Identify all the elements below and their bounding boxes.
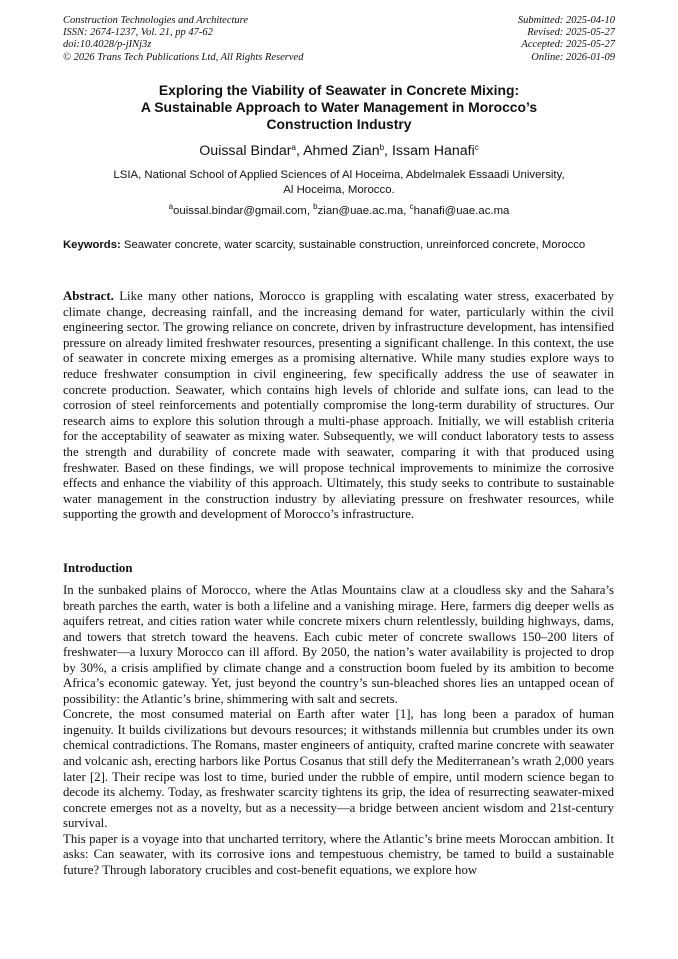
body-paragraph: In the sunbaked plains of Morocco, where the Atlas Mountains claw at a cloudless sky and the Sahara’s breath parches the earth, water is both a lifeline and a vanishing mirage. Here, farmers dig deeper wells as aquifers retreat, and cities ration water while concrete mixers churn relentlessly, building highways, dams, and towers that stretch toward the heavens. Each cubic meter of concrete swallows 150–200 liters of freshwater—a luxury Morocco can ill afford. By 2050, the nation’s water availability is projected to drop by 30%, a crisis amplified by climate change and a construction boom fueled by its ambition to become Africa’s economic gateway. Yet, just beyond the country’s sun-bleached shores lies an untapped ocean of possibility: the Atlantic’s brine, shimmering with salt and secrets. xyxy=(63,583,614,706)
title-line: Exploring the Viability of Seawater in Concrete Mixing: xyxy=(158,82,520,98)
author-emails xyxy=(63,204,615,219)
keywords-label: Keywords: xyxy=(63,239,121,251)
date-revised: Revised: 2025-05-27 xyxy=(527,27,615,39)
title-line: A Sustainable Approach to Water Management in Morocco’s xyxy=(140,99,538,115)
date-accepted: Accepted: 2025-05-27 xyxy=(521,39,615,51)
author-affiliation-mark: c xyxy=(474,143,479,152)
introduction-body xyxy=(63,583,614,878)
abstract-label: Abstract. xyxy=(63,289,114,303)
journal-issn: ISSN: 2674-1237, Vol. 21, pp 47-62 xyxy=(63,27,213,39)
journal-header-left xyxy=(63,15,303,64)
author-name: Ouissal Bindar xyxy=(199,143,292,159)
email-separator: , xyxy=(403,205,410,217)
affiliation-line: LSIA, National School of Applied Sciences of Al Hoceima, Abdelmalek Essaadi University, xyxy=(113,169,565,181)
journal-header-right xyxy=(518,15,615,64)
body-paragraph: Concrete, the most consumed material on Earth after water [1], has long been a paradox of human ingenuity. It builds civilizations but devours resources; it withstands millennia but crumbles under its own chemical contradictions. The Romans, master engineers of antiquity, crafted marine concrete with seawater and volcanic ash, erecting harbors like Portus Cosanus that still defy the Mediterranean’s wrath 2,000 years later [2]. Their recipe was lost to time, buried under the rubble of empire, until modern science began to decode its alchemy. Today, as freshwater scarcity tightens its grip, the idea of resurrecting seawater-mixed concrete emerges not as a novelty, but as a necessity—a bridge between ancient wisdom and 21st-century survival. xyxy=(63,707,614,831)
author-separator: , xyxy=(384,143,392,159)
section-heading-introduction: Introduction xyxy=(63,561,133,575)
email-mark: c xyxy=(409,202,414,211)
author-affiliation-mark: a xyxy=(291,143,296,152)
title-line: Construction Industry xyxy=(266,116,412,132)
email-address[interactable]: zian@uae.ac.ma xyxy=(317,205,404,217)
email-address[interactable]: ouissal.bindar@gmail.com xyxy=(173,205,307,217)
author-affiliation-mark: b xyxy=(379,143,385,152)
author-list xyxy=(63,142,615,160)
abstract xyxy=(63,289,614,523)
abstract-text: Like many other nations, Morocco is grappling with escalating water stress, exacerbated by climate change, decreasing rainfall, and the increasing demand for water, particularly within the civil engineering sector. The growing reliance on concrete, driven by infrastructure development, has intensified pressure on already limited freshwater resources, presenting a significant challenge. In this context, the use of seawater in concrete mixing emerges as a promising alternative. While many studies explore ways to reduce freshwater consumption in civil engineering, few specifically address the use of seawater in concrete production. Seawater, which contains high levels of chloride and sulfate ions, can lead to the corrosion of steel reinforcements and potentially compromise the long-term durability of structures. Our research aims to explore this solution through a multi-phase approach. Initially, we will establish criteria for the acceptability of seawater as mixing water. Subsequently, we will conduct laboratory tests to assess the strength and durability of concrete made with seawater, comparing it with that produced using freshwater. Based on these findings, we will propose technical improvements to minimize the corrosive effects and enhance the viability of this approach. Ultimately, this study seeks to contribute to sustainable water management in the construction industry by alleviating pressure on freshwater resources, while supporting the growth and development of Morocco’s infrastructure. xyxy=(63,289,614,522)
affiliation xyxy=(63,168,615,198)
affiliation-line: Al Hoceima, Morocco. xyxy=(283,184,395,196)
author-name: Ahmed Zian xyxy=(303,143,380,159)
body-paragraph: This paper is a voyage into that uncharted territory, where the Atlantic’s brine meets Moroccan ambition. It asks: Can seawater, with its corrosive ions and tempestuous chemistry, be tamed to build a sustainable future? Through laboratory crucibles and cost-benefit equations, we explore how xyxy=(63,831,614,877)
journal-doi: doi:10.4028/p-jINj3z xyxy=(63,39,152,51)
author-name: Issam Hanafi xyxy=(391,143,475,159)
email-mark: a xyxy=(168,202,174,211)
journal-name: Construction Technologies and Architecture xyxy=(63,15,249,26)
keywords-text: Seawater concrete, water scarcity, sustainable construction, unreinforced concrete, Morocco xyxy=(120,239,586,251)
keywords xyxy=(63,238,614,253)
author-separator: , xyxy=(295,143,304,159)
email-mark: b xyxy=(313,202,318,211)
date-submitted: Submitted: 2025-04-10 xyxy=(517,15,615,26)
date-online: Online: 2026-01-09 xyxy=(531,51,615,63)
email-separator: , xyxy=(306,205,314,217)
email-address[interactable]: hanafi@uae.ac.ma xyxy=(413,205,510,217)
paper-title xyxy=(63,82,615,133)
journal-copyright: © 2026 Trans Tech Publications Ltd, All Rights Reserved xyxy=(63,51,304,63)
